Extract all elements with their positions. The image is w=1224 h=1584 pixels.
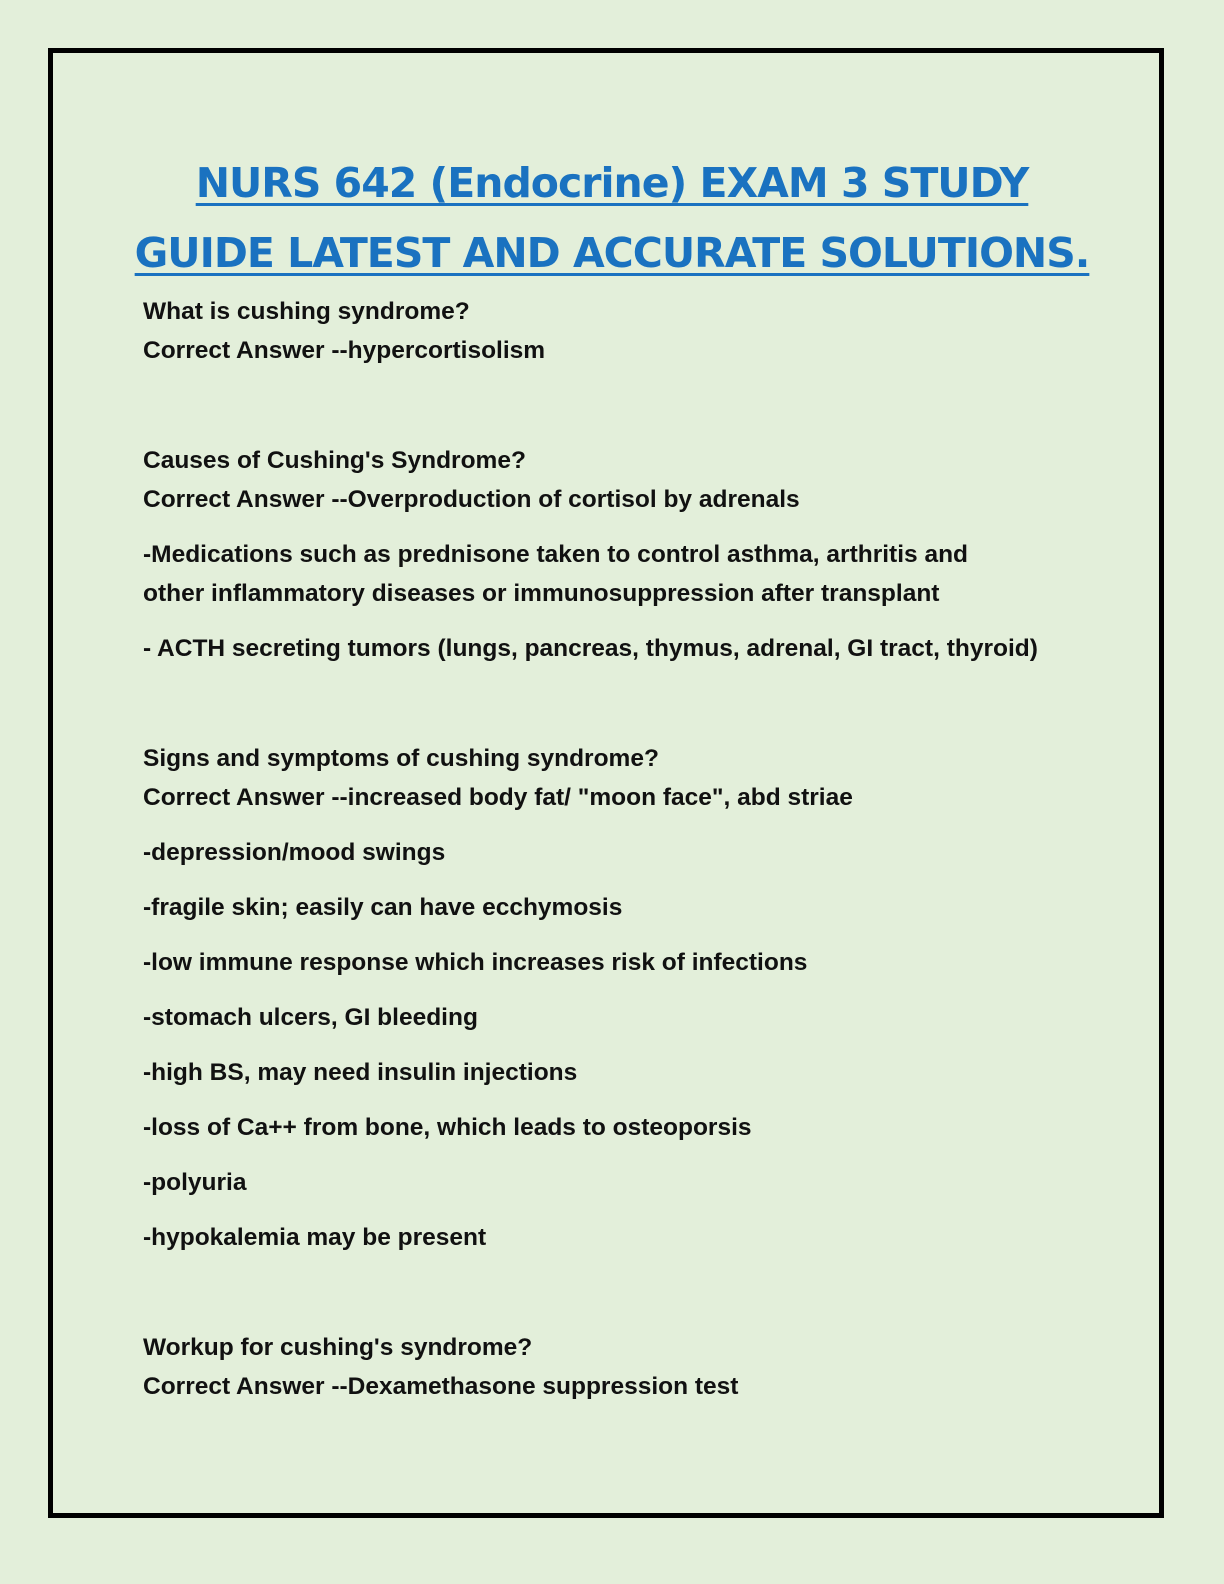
answer-3-detail: -high BS, may need insulin injections — [143, 1059, 578, 1086]
answer-3-detail: -polyuria — [143, 1169, 247, 1196]
title-line-2: GUIDE LATEST AND ACCURATE SOLUTIONS. — [134, 229, 1090, 277]
document-title — [0, 148, 1224, 288]
answer-2-detail: - ACTH secreting tumors (lungs, pancreas, thymus, adrenal, GI tract, thyroid) — [143, 635, 1038, 662]
answer-4: Correct Answer --Dexamethasone suppression test — [143, 1373, 739, 1400]
answer-3-detail: -low immune response which increases risk of infections — [143, 949, 808, 976]
question-4: Workup for cushing's syndrome? — [143, 1334, 533, 1361]
answer-3: Correct Answer --increased body fat/ "moon face", abd striae — [143, 784, 853, 811]
answer-3-detail: -depression/mood swings — [143, 839, 446, 866]
answer-3-detail: -hypokalemia may be present — [143, 1224, 487, 1251]
answer-2-detail: -Medications such as prednisone taken to control asthma, arthritis and — [143, 541, 968, 568]
answer-3-detail: -stomach ulcers, GI bleeding — [143, 1004, 478, 1031]
answer-2-detail: other inflammatory diseases or immunosuppression after transplant — [143, 580, 940, 607]
answer-1: Correct Answer --hypercortisolism — [143, 337, 546, 364]
answer-3-detail: -fragile skin; easily can have ecchymosis — [143, 894, 623, 921]
answer-3-detail: -loss of Ca++ from bone, which leads to osteoporsis — [143, 1114, 752, 1141]
title-line-1: NURS 642 (Endocrine) EXAM 3 STUDY — [195, 159, 1029, 207]
question-1: What is cushing syndrome? — [143, 298, 470, 325]
answer-2: Correct Answer --Overproduction of cortisol by adrenals — [143, 486, 800, 513]
question-3: Signs and symptoms of cushing syndrome? — [143, 745, 659, 772]
question-2: Causes of Cushing's Syndrome? — [143, 447, 526, 474]
